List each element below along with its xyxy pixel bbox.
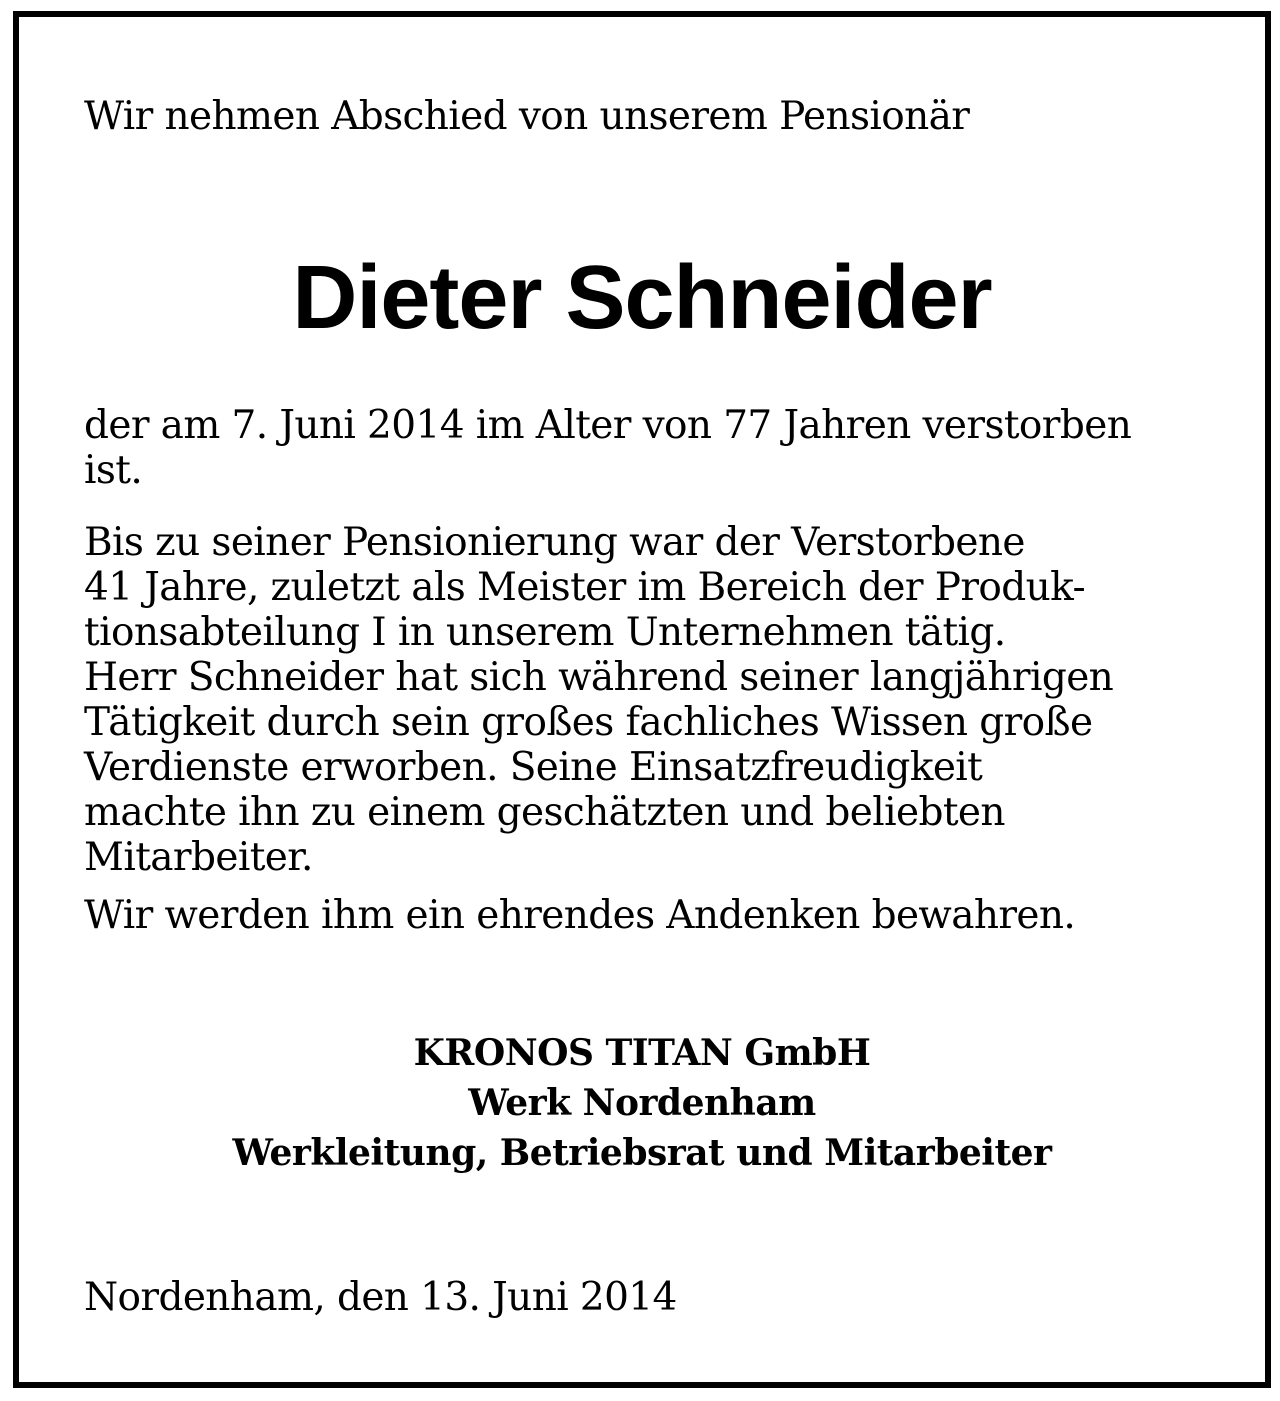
paragraph2-line: tionsabteilung I in unserem Unternehmen tätig. <box>84 610 1006 655</box>
paragraph2-line: Herr Schneider hat sich während seiner langjährigen <box>84 655 1114 700</box>
paragraph2-line: Tätigkeit durch sein großes fachliches Wissen große <box>84 700 1093 745</box>
paragraph2-line: Bis zu seiner Pensionierung war der Verstorbene <box>84 520 1025 565</box>
place-date: Nordenham, den 13. Juni 2014 <box>84 1275 677 1320</box>
paragraph2-line: Verdienste erworben. Seine Einsatzfreudigkeit <box>84 745 983 790</box>
signature-plant: Werk Nordenham <box>468 1082 816 1124</box>
obituary-notice <box>13 11 1271 1388</box>
paragraph1-line: ist. <box>84 448 143 493</box>
deceased-name: Dieter Schneider <box>292 248 992 348</box>
paragraph1-line: der am 7. Juni 2014 im Alter von 77 Jahren verstorben <box>84 403 1132 448</box>
paragraph2-line: Mitarbeiter. <box>84 835 313 880</box>
signature-group: Werkleitung, Betriebsrat und Mitarbeiter <box>232 1132 1052 1174</box>
paragraph2-line: machte ihn zu einem geschätzten und beliebten <box>84 790 1005 835</box>
signature-company: KRONOS TITAN GmbH <box>413 1032 871 1074</box>
closing-line: Wir werden ihm ein ehrendes Andenken bewahren. <box>84 893 1076 938</box>
intro-line: Wir nehmen Abschied von unserem Pensionär <box>84 94 970 139</box>
paragraph2-line: 41 Jahre, zuletzt als Meister im Bereich der Produk- <box>84 565 1086 610</box>
